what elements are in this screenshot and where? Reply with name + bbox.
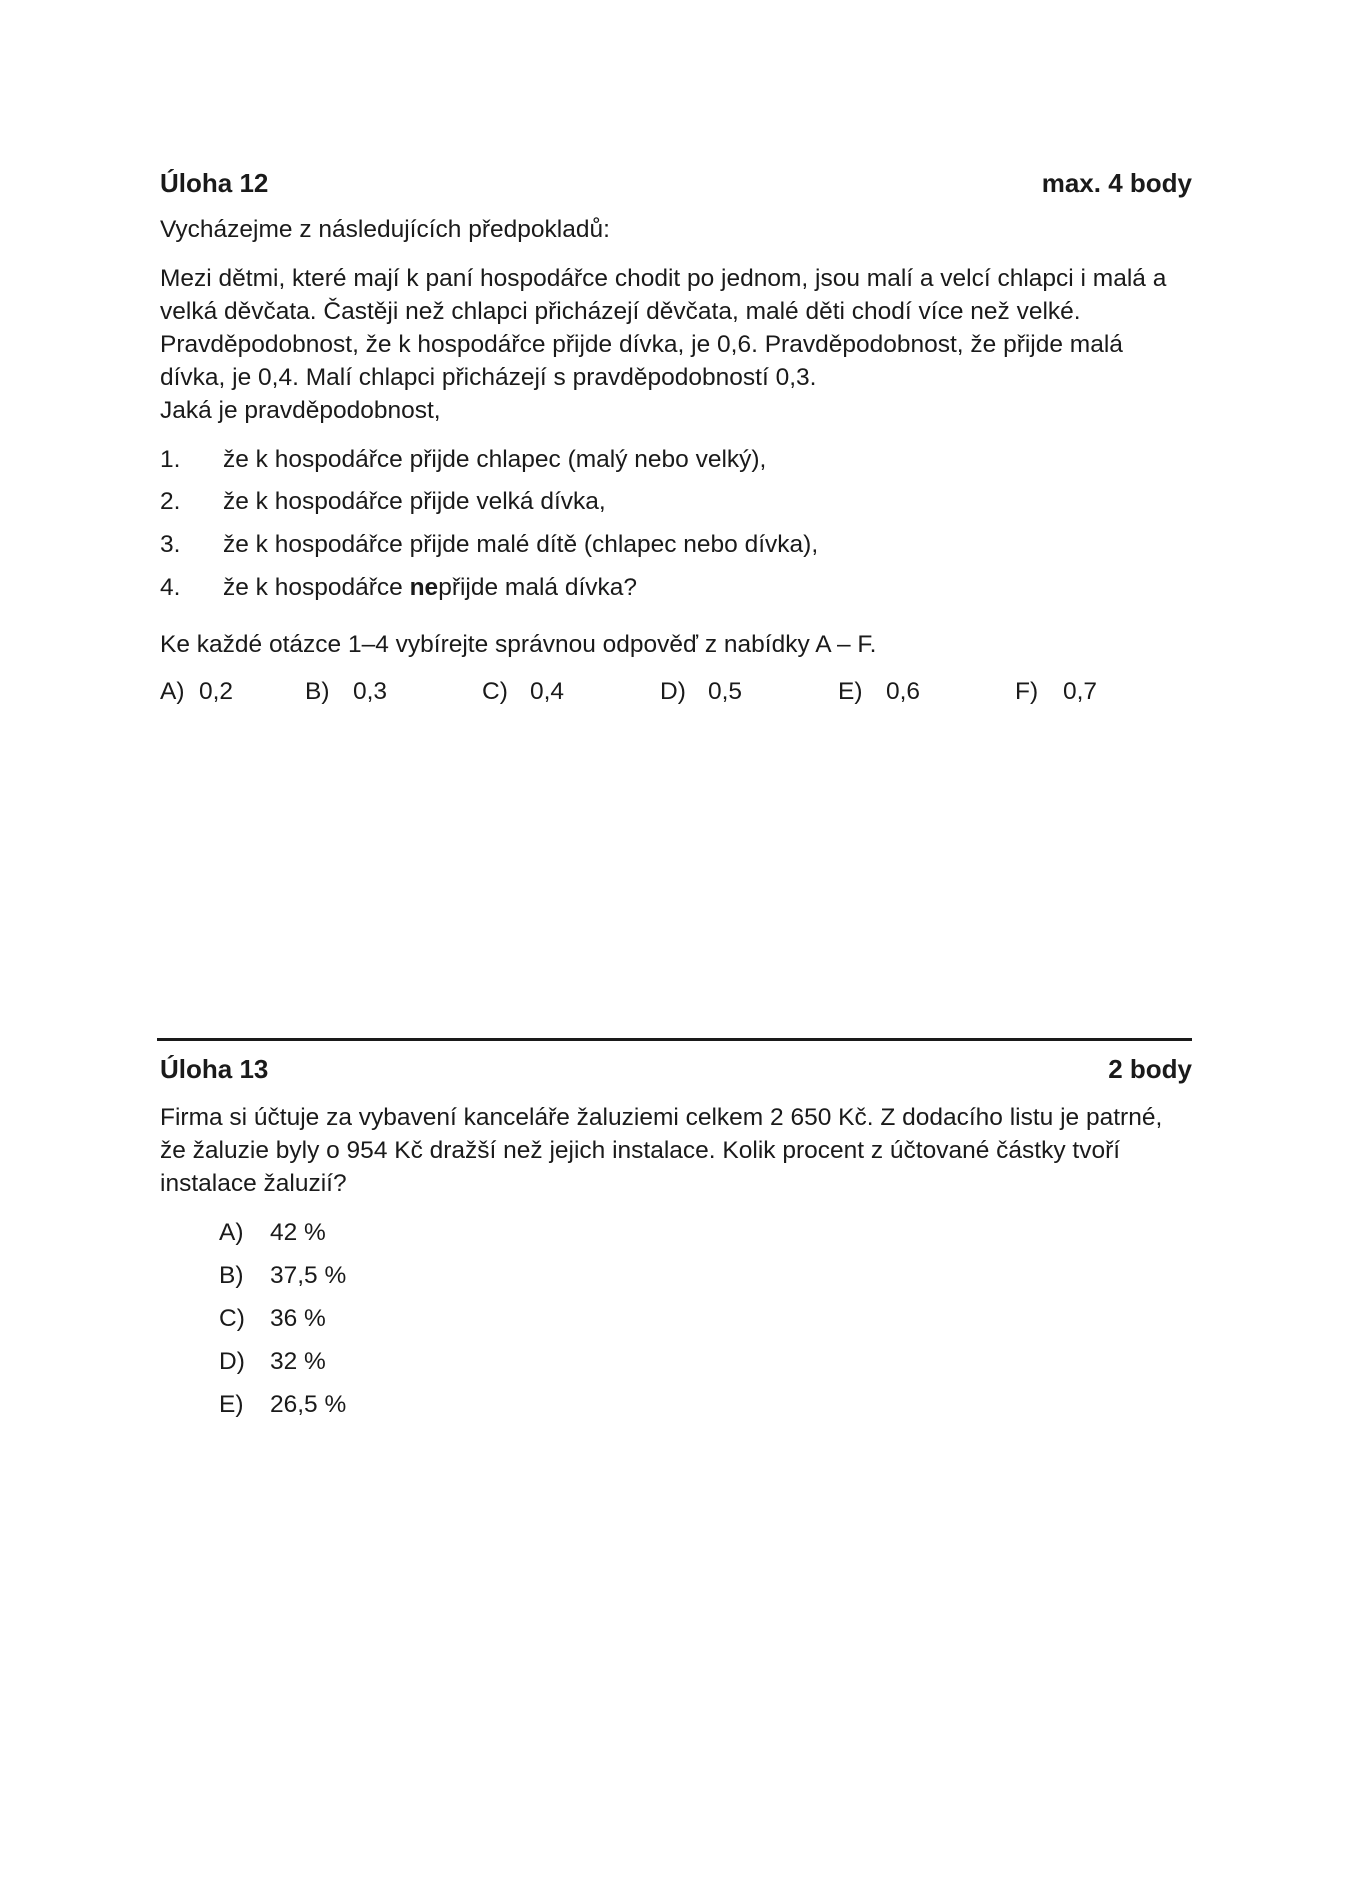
task13-title: Úloha 13: [160, 1054, 269, 1084]
task12-body: [160, 262, 1200, 427]
option-value: 26,5 %: [270, 1391, 347, 1418]
question-text: že k hospodářce přijde malé dítě (chlapec nebo dívka),: [223, 531, 819, 558]
task12-points: max. 4 body: [1041, 168, 1192, 198]
option-value: 0,4: [530, 678, 565, 705]
question-text-part: přijde malá dívka?: [438, 574, 638, 601]
option-value: 0,2: [199, 678, 234, 705]
task13-points: 2 body: [1108, 1054, 1192, 1084]
task12-intro: Vycházejme z následujících předpokladů:: [160, 216, 610, 243]
option-letter: F): [1015, 678, 1039, 705]
option-letter: E): [219, 1391, 244, 1418]
option-letter: B): [219, 1262, 244, 1289]
question-text: že k hospodářce přijde chlapec (malý nebo velký),: [223, 446, 767, 473]
body-line: instalace žaluzií?: [160, 1170, 347, 1197]
task12-title: Úloha 12: [160, 168, 269, 198]
option-value: 32 %: [270, 1348, 326, 1375]
body-line: dívka, je 0,4. Malí chlapci přicházejí s pravděpodobností 0,3.: [160, 364, 817, 391]
body-line: že žaluzie byly o 954 Kč dražší než jejich instalace. Kolik procent z účtované částky tvoří: [160, 1137, 1121, 1164]
option-letter: D): [219, 1348, 245, 1375]
body-line: Jaká je pravděpodobnost,: [160, 397, 441, 424]
body-line: Mezi dětmi, které mají k paní hospodářce chodit po jednom, jsou malí a velcí chlapci i malá a: [160, 265, 1167, 292]
option-value: 0,6: [886, 678, 921, 705]
body-line: velká děvčata. Častěji než chlapci přicházejí děvčata, malé děti chodí více než velké.: [160, 298, 1081, 325]
option-value: 0,3: [353, 678, 388, 705]
section-divider: [157, 1038, 1192, 1041]
option-value: 37,5 %: [270, 1262, 347, 1289]
question-number: 1.: [160, 446, 181, 473]
question-number: 4.: [160, 574, 181, 601]
option-value: 42 %: [270, 1219, 326, 1246]
question-text-part: že k hospodářce: [223, 574, 410, 601]
negation-emphasis: ne: [409, 574, 439, 601]
option-value: 0,7: [1063, 678, 1098, 705]
body-line: Pravděpodobnost, že k hospodářce přijde dívka, je 0,6. Pravděpodobnost, že přijde malá: [160, 331, 1123, 358]
option-letter: D): [660, 678, 686, 705]
question-text: [223, 571, 637, 604]
task12-instruction: Ke každé otázce 1–4 vybírejte správnou odpověď z nabídky A – F.: [160, 631, 877, 658]
question-number: 3.: [160, 531, 181, 558]
task13-body: [160, 1101, 1200, 1200]
question-number: 2.: [160, 488, 181, 515]
option-value: 0,5: [708, 678, 743, 705]
question-text: že k hospodářce přijde velká dívka,: [223, 488, 606, 515]
option-letter: A): [160, 678, 185, 705]
option-letter: A): [219, 1219, 244, 1246]
option-letter: E): [838, 678, 863, 705]
option-letter: C): [482, 678, 508, 705]
body-line: Firma si účtuje za vybavení kanceláře žaluziemi celkem 2 650 Kč. Z dodacího listu je patrné,: [160, 1104, 1163, 1131]
option-value: 36 %: [270, 1305, 326, 1332]
option-letter: B): [305, 678, 330, 705]
option-letter: C): [219, 1305, 245, 1332]
